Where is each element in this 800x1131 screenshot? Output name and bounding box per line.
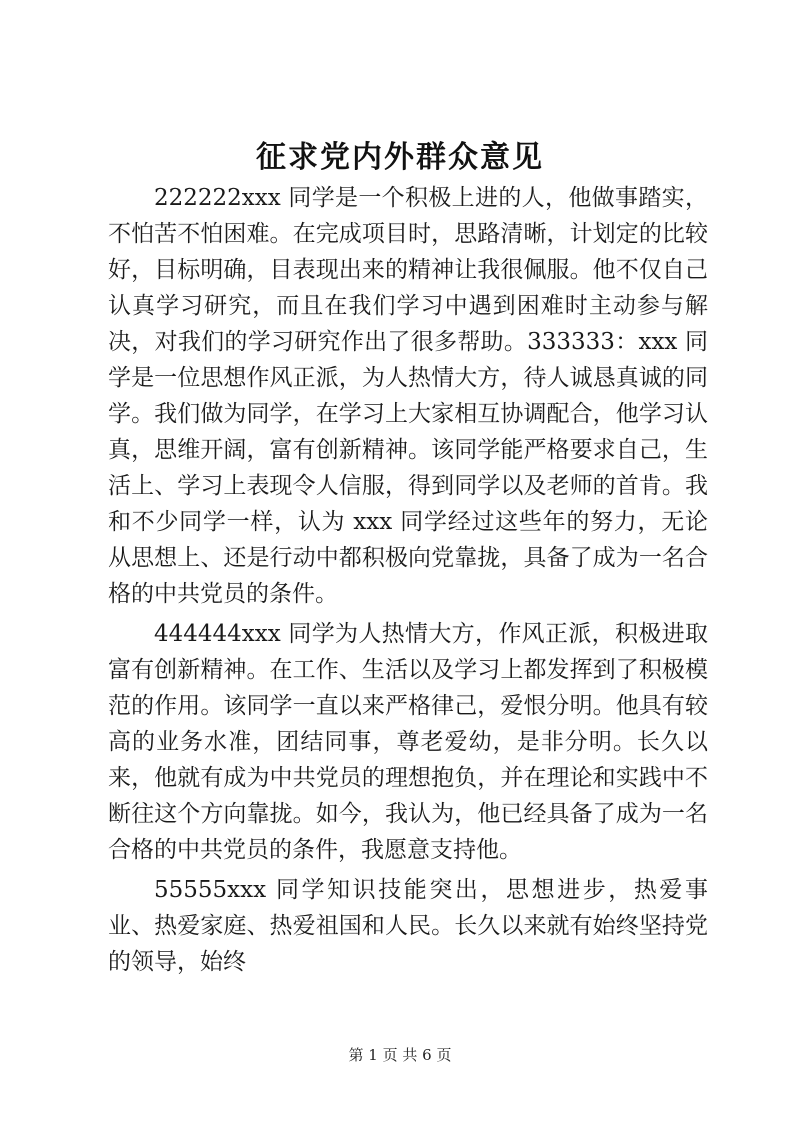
document-title: 征求党内外群众意见 <box>256 140 544 175</box>
paragraph-2: 444444xxx 同学为人热情大方，作风正派，积极进取富有创新精神。在工作、生活以及学习上都发挥到了积极模范的作用。该同学一直以来严格律己，爱恨分明。他具有较高的业务水准，团结同事，尊老爱幼，是非分明。长久以来，他就有成为中共党员的理想抱负，并在理论和实践中不断往这个方向靠拢。如今，我认为，他已经具备了成为一名合格的中共党员的条件，我愿意支持他。 <box>108 621 708 863</box>
page-number-footer: 第 1 页 共 6 页 <box>348 1046 452 1064</box>
paragraph-1: 222222xxx 同学是一个积极上进的人，他做事踏实，不怕苦不怕困难。在完成项目时，思路清晰，计划定的比较好，目标明确，目表现出来的精神让我很佩服。他不仅自己认真学习研究，而且在我们学习中遇到困难时主动参与解决，对我们的学习研究作出了很多帮助。333333：xxx 同学是一位思想作风正派，为人热情大方，待人诚恳真诚的同学。我们做为同学，在学习上大家相互协调配合，他学习认真，思维开阔，富有创新精神。该同学能严格要求自己，生活上、学习上表现令人信服，得到同学以及老师的首肯。我和不少同学一样，认为 xxx 同学经过这些年的努力，无论从思想上、还是行动中都积极向党靠拢，具备了成为一名合格的中共党员的条件。 <box>108 185 708 607</box>
paragraph-3: 55555xxx 同学知识技能突出，思想进步，热爱事业、热爱家庭、热爱祖国和人民。长久以来就有始终坚持党的领导，始终 <box>108 877 708 975</box>
document-body <box>108 180 708 980</box>
